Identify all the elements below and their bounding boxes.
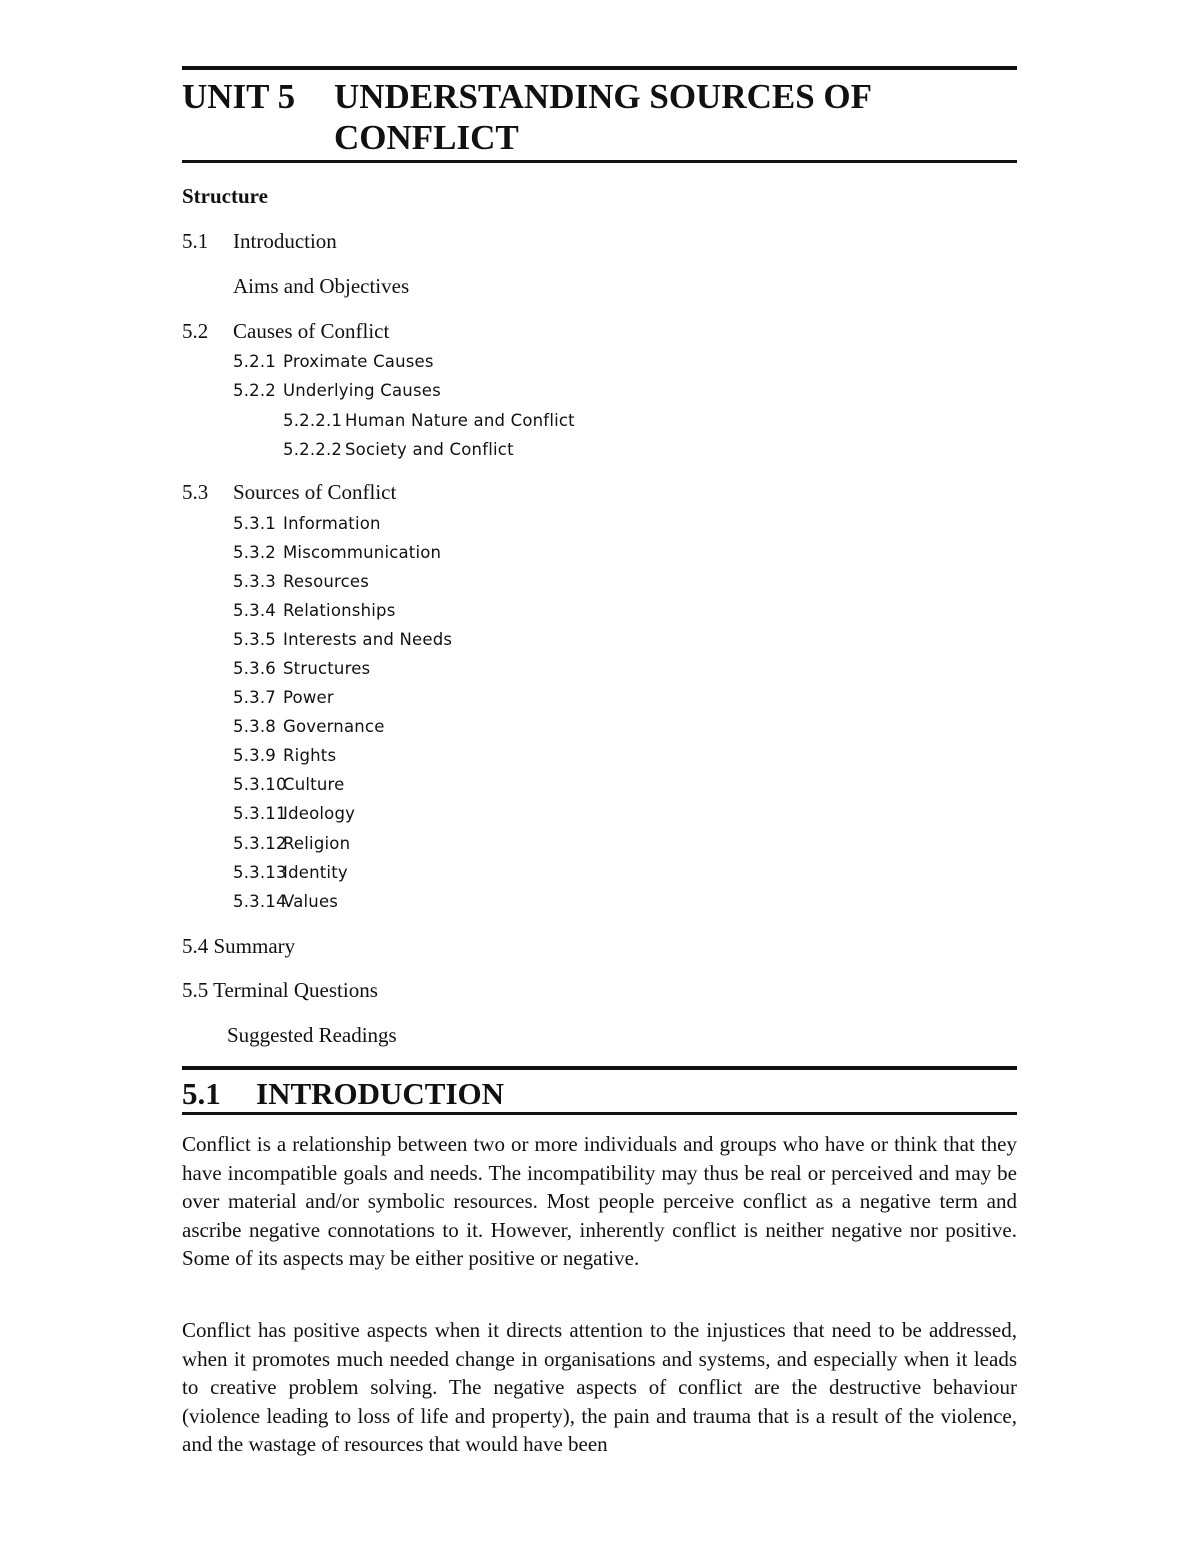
- toc-number: 5.2.2.2: [283, 440, 343, 459]
- toc-text: Culture: [283, 775, 345, 794]
- toc-text: Values: [283, 892, 339, 911]
- toc-text: Proximate Causes: [283, 352, 434, 371]
- heading-bottom-rule: [182, 160, 1017, 163]
- toc-number: 5.3.10: [233, 775, 287, 794]
- toc-number: 5.2.2.1: [283, 411, 343, 430]
- toc-item: [233, 804, 356, 823]
- toc-number: 5.3.11: [233, 804, 287, 823]
- toc-number: 5.3.14: [233, 892, 287, 911]
- toc-item: [283, 440, 514, 459]
- toc-number: 5.3.1: [233, 514, 276, 533]
- toc-number: 5.2.2: [233, 381, 276, 400]
- section-title: INTRODUCTION: [256, 1076, 505, 1111]
- toc-text: Ideology: [283, 804, 356, 823]
- toc-text: Resources: [283, 572, 370, 591]
- body-paragraph: Conflict is a relationship between two or more individuals and groups who have or think that they have incompatible goals and needs. The incompatibility may thus be real or perceived and may be over material and/or symbolic resources. Most people perceive conflict as a negative term and ascribe negative connotations to it. However, inherently conflict is neither negative nor positive. Some of its aspects may be either positive or negative.: [182, 1132, 1017, 1270]
- toc-item: [233, 892, 339, 911]
- toc-item: [233, 274, 409, 299]
- toc-number: 5.3.9: [233, 746, 276, 765]
- section-bottom-rule: [182, 1112, 1017, 1115]
- toc-number: 5.5: [182, 978, 214, 1002]
- toc-text: Rights: [283, 746, 337, 765]
- toc-number: 5.3.8: [233, 717, 276, 736]
- toc-text: Underlying Causes: [283, 381, 441, 400]
- toc-item: [233, 601, 396, 620]
- toc-item: [233, 717, 385, 736]
- section-number: 5.1: [182, 1076, 221, 1111]
- toc-item: [233, 381, 441, 400]
- toc-number: 5.3.7: [233, 688, 276, 707]
- unit-label: UNIT 5: [182, 77, 296, 116]
- toc-item: [233, 688, 334, 707]
- toc-number: 5.2.1: [233, 352, 276, 371]
- toc-text: Power: [283, 688, 334, 707]
- toc-item: [283, 411, 575, 430]
- toc-text: Governance: [283, 717, 385, 736]
- toc-item: [233, 630, 453, 649]
- toc-number: 5.3.3: [233, 572, 276, 591]
- toc-number: 5.3.12: [233, 834, 287, 853]
- toc-number: 5.3.13: [233, 863, 287, 882]
- toc-text: Aims and Objectives: [233, 274, 410, 298]
- toc-text: Information: [283, 514, 381, 533]
- toc-item: [233, 543, 442, 562]
- toc-text: Miscommunication: [283, 543, 442, 562]
- toc-text: Causes of Conflict: [233, 319, 390, 343]
- toc-number: 5.3.4: [233, 601, 276, 620]
- toc-item: [233, 352, 434, 371]
- toc-item: [233, 863, 348, 882]
- toc-item: [233, 775, 345, 794]
- toc-item: [233, 746, 337, 765]
- structure-label: Structure: [182, 184, 268, 208]
- toc-number: 5.1: [182, 229, 209, 253]
- toc-text: Religion: [283, 834, 351, 853]
- toc-number: 5.4: [182, 934, 214, 958]
- toc-text: Structures: [283, 659, 371, 678]
- toc-item: [233, 834, 351, 853]
- toc-text: Introduction: [233, 229, 337, 253]
- toc-text: Summary: [213, 934, 296, 958]
- toc-text: Interests and Needs: [283, 630, 453, 649]
- toc-item: [227, 1023, 397, 1048]
- toc-item: [233, 572, 370, 591]
- toc-item: [233, 659, 371, 678]
- toc-text: Society and Conflict: [345, 440, 514, 459]
- toc-number: 5.2: [182, 319, 209, 343]
- toc-text: Human Nature and Conflict: [345, 411, 575, 430]
- toc-item: [182, 934, 295, 959]
- toc-item: [233, 514, 381, 533]
- toc-item: [182, 978, 378, 1003]
- toc-text: Terminal Questions: [213, 978, 378, 1002]
- toc-number: 5.3: [182, 480, 209, 504]
- toc-text: Suggested Readings: [227, 1023, 397, 1047]
- toc-text: Relationships: [283, 601, 396, 620]
- toc-text: Identity: [283, 863, 348, 882]
- body-paragraph: Conflict has positive aspects when it directs attention to the injustices that need to be addressed, when it promotes much needed change in organisations and systems, and especially when it leads to creative problem solving. The negative aspects of conflict are the destructive behaviour (violence leading to loss of life and property), the pain and trauma that is a result of the violence, and the wastage of resources that would have been: [182, 1318, 1017, 1456]
- unit-title: UNDERSTANDING SOURCES OF CONFLICT: [334, 77, 871, 157]
- toc-number: 5.3.2: [233, 543, 276, 562]
- toc-number: 5.3.6: [233, 659, 276, 678]
- toc-text: Sources of Conflict: [233, 480, 397, 504]
- section-top-rule: [182, 1066, 1017, 1070]
- toc-number: 5.3.5: [233, 630, 276, 649]
- top-rule: [182, 66, 1017, 70]
